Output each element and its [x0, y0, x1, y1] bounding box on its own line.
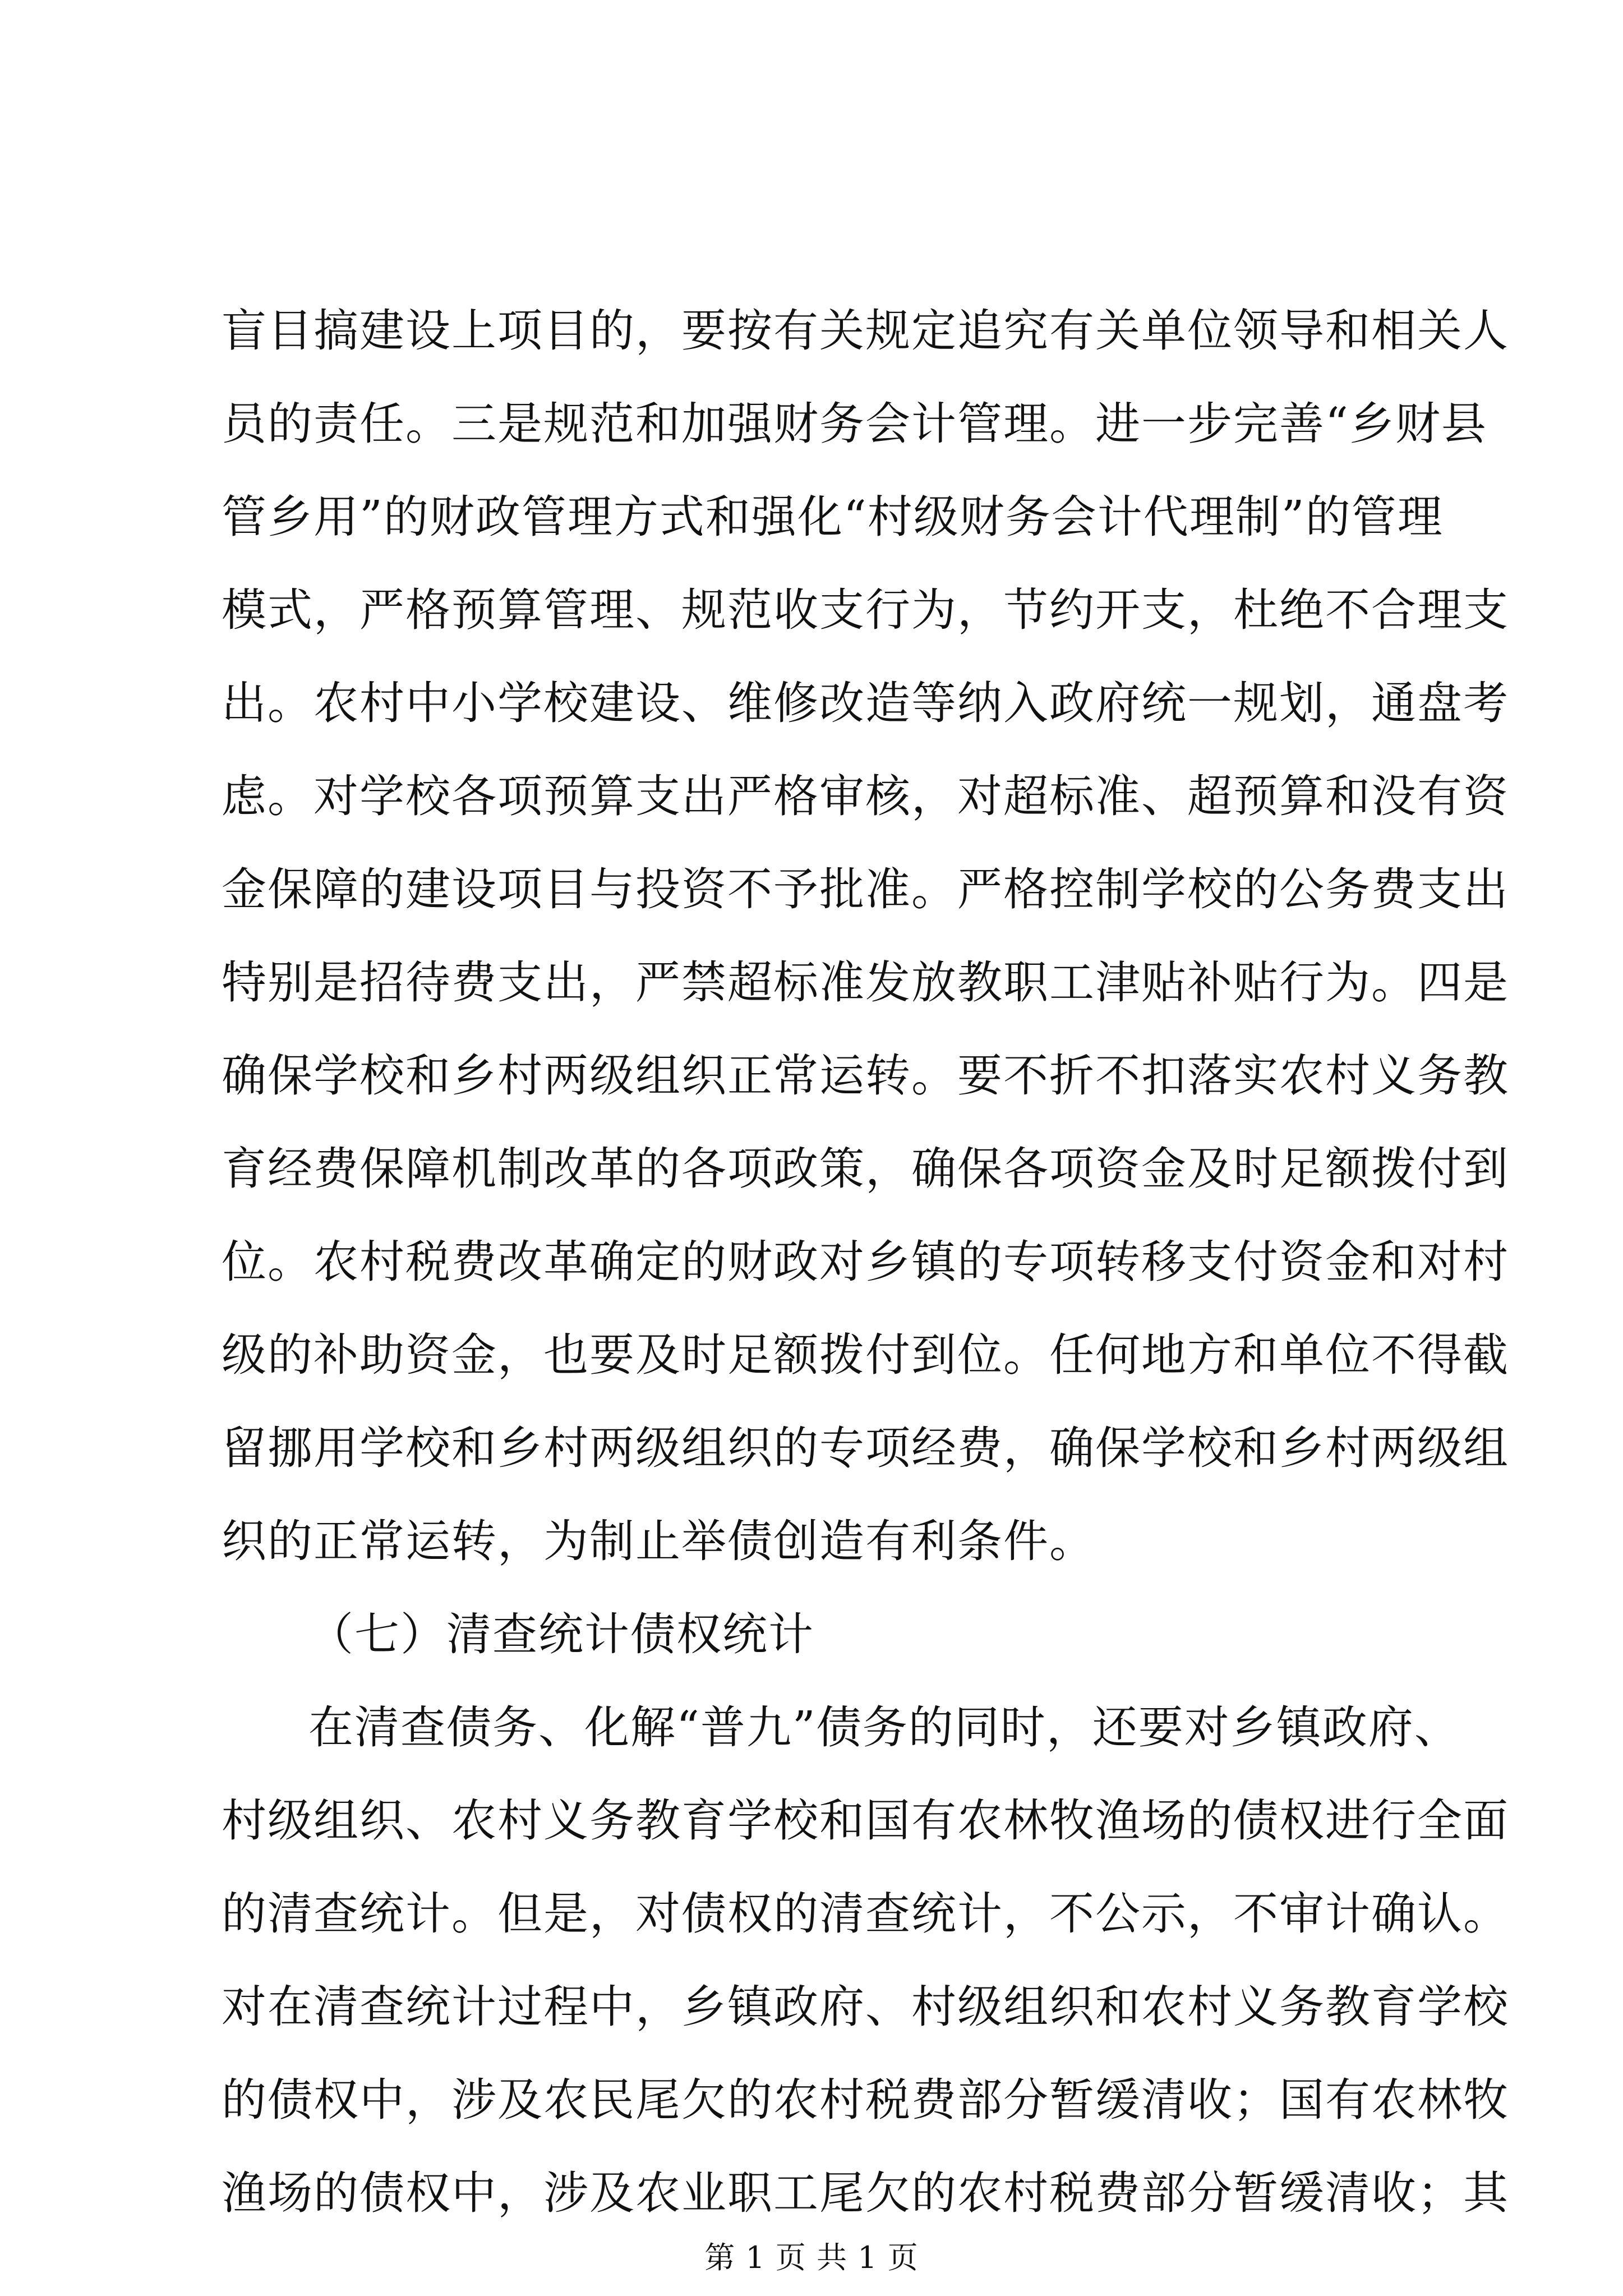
body-text-line: 留挪用学校和乡村两级组织的专项经费，确保学校和乡村两级组	[222, 1422, 1509, 1474]
body-text-line: 虑。对学校各项预算支出严格审核，对超标准、超预算和没有资	[222, 770, 1509, 822]
body-text-line: 级的补助资金，也要及时足额拨付到位。任何地方和单位不得截	[222, 1329, 1509, 1381]
body-text-line: 盲目搞建设上项目的，要按有关规定追究有关单位领导和相关人	[222, 305, 1509, 357]
page-number-footer: 第 1 页 共 1 页	[704, 2240, 919, 2275]
body-text-line: 渔场的债权中，涉及农业职工尾欠的农村税费部分暂缓清收；其	[222, 2167, 1509, 2219]
body-text-line: 出。农村中小学校建设、维修改造等纳入政府统一规划，通盘考	[222, 677, 1509, 729]
body-text-line: 特别是招待费支出，严禁超标准发放教职工津贴补贴行为。四是	[222, 956, 1509, 1009]
body-text-line: 的债权中，涉及农民尾欠的农村税费部分暂缓清收；国有农林牧	[222, 2074, 1509, 2126]
body-text-line: 对在清查统计过程中，乡镇政府、村级组织和农村义务教育学校	[222, 1981, 1509, 2033]
body-text-line: 在清查债务、化解“普九”债务的同时，还要对乡镇政府、	[308, 1701, 1460, 1754]
body-text-line: 员的责任。三是规范和加强财务会计管理。进一步完善“乡财县	[222, 398, 1487, 450]
body-text-line: 位。农村税费改革确定的财政对乡镇的专项转移支付资金和对村	[222, 1236, 1509, 1288]
body-text-line: 的清查统计。但是，对债权的清查统计，不公示，不审计确认。	[222, 1888, 1509, 1940]
body-text-line: 管乡用”的财政管理方式和强化“村级财务会计代理制”的管理	[222, 491, 1444, 543]
body-text-line: 模式，严格预算管理、规范收支行为，节约开支，杜绝不合理支	[222, 584, 1509, 636]
body-text-line: 村级组织、农村义务教育学校和国有农林牧渔场的债权进行全面	[222, 1795, 1509, 1847]
section-heading: （七）清查统计债权统计	[308, 1608, 814, 1660]
body-text-line: 育经费保障机制改革的各项政策，确保各项资金及时足额拨付到	[222, 1143, 1509, 1195]
body-text-line: 确保学校和乡村两级组织正常运转。要不折不扣落实农村义务教	[222, 1050, 1509, 1102]
body-text-line: 金保障的建设项目与投资不予批准。严格控制学校的公务费支出	[222, 863, 1509, 915]
body-text-line: 织的正常运转，为制止举债创造有利条件。	[222, 1515, 1095, 1567]
